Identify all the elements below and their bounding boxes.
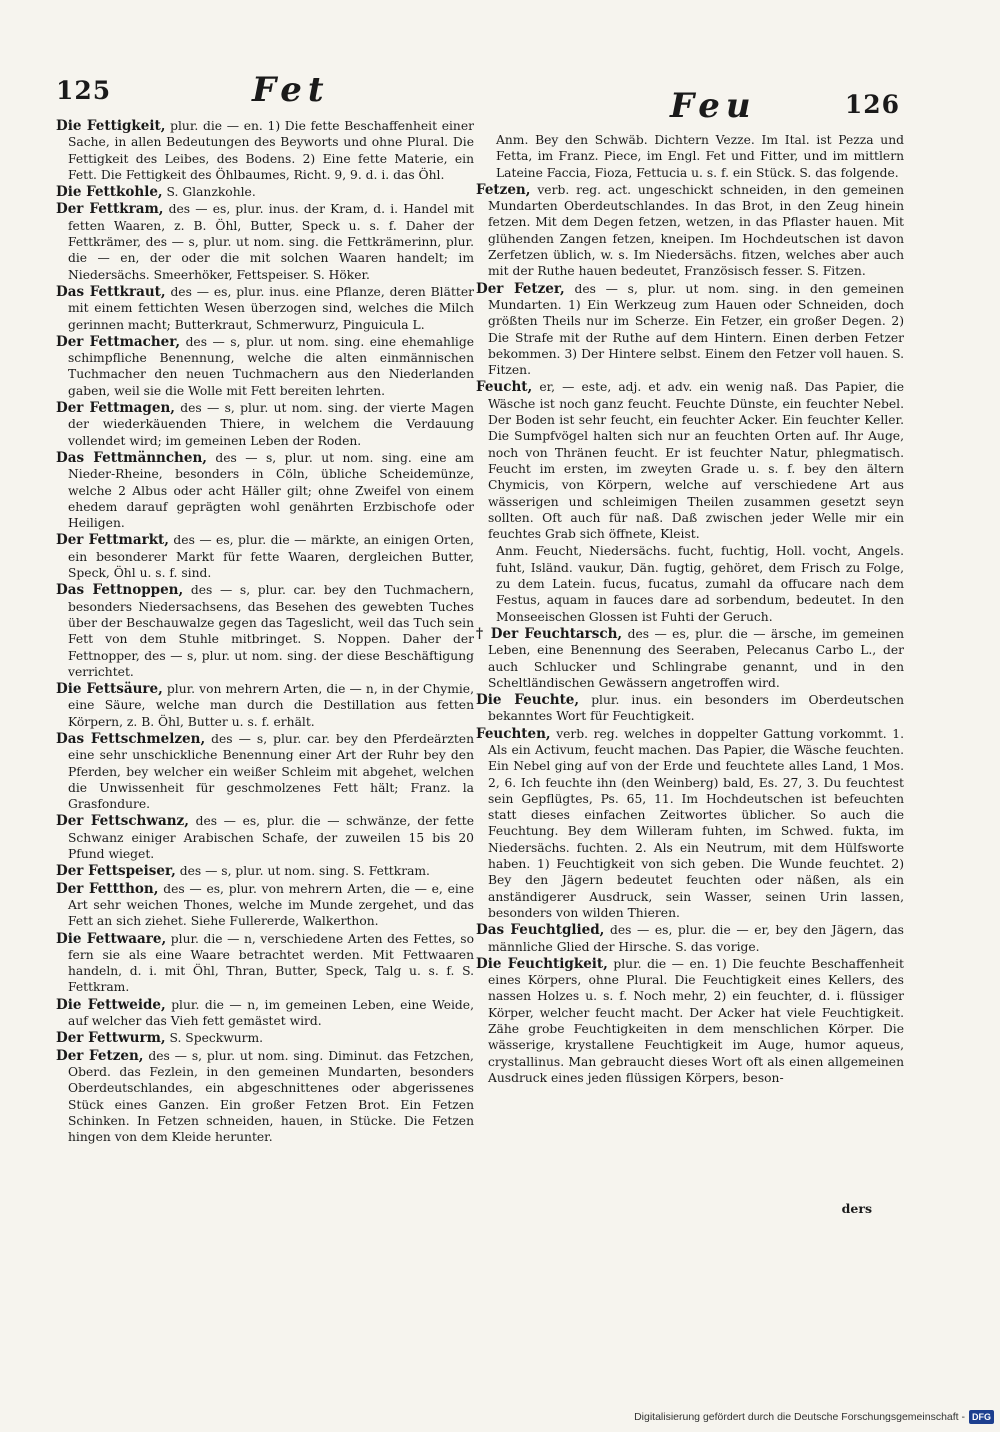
entry-headword: Das Fettnoppen, (56, 582, 184, 599)
dictionary-entry (56, 284, 474, 333)
dictionary-entry (56, 881, 474, 930)
right-running-head: Feu (670, 86, 757, 126)
entry-text: Anm. Feucht, Niedersächs. fucht, fuchtig, Holl. vocht, Angels. fuht, Isländ. vaukur, Dän. fugtig, gehöret, dem Frisch zu Folge, zu dem Latein. fucus, fucatus, zumahl da offucare nach dem Festus, aquam in fauces dare ad sorbendum, bedeutet. In den Monseeischen Glossen ist Fuhti der Geruch. (496, 544, 904, 624)
entry-text: des — es, plur. die — märkte, an einigen Orten, ein besonderer Markt für fette Waaren, dergleichen Butter, Speck, Öhl u. s. f. sind. (68, 533, 474, 581)
entry-text: verb. reg. welches in doppelter Gattung vorkommt. 1. Als ein Activum, feucht machen. Das Papier, die Wäsche feuchten. Ein Nebel ging auf von der Erde und feuchtete alles Land, 1 Mos. 2, 6. Ich feuchte ihn (den Weinberg) bald, Es. 27, 3. Du feuchtest sein Gepflügtes, Ps. 65, 11. Im Hochdeutschen ist befeuchten statt dieses einfachen Zeitwortes üblicher. So auch die Feuchtung. Bey dem Willeram fuhten, im Schwed. fukta, im Niedersächs. fuchten. 2. Als ein Neutrum, mit dem Hülfsworte haben. 1) Feuchtigkeit von sich geben. Die Wunde feuchtet. 2) Bey den Jägern bedeutet feuchten oder näßen, als ein anständigerer Ausdruck, sein Wasser, seinen Urin lassen, besonders von wilden Thieren. (488, 726, 904, 920)
dictionary-entry (56, 681, 474, 730)
entry-text: S. Glanzkohle. (166, 185, 256, 200)
dictionary-entry (56, 863, 474, 879)
entry-headword: Der Fettmagen, (56, 400, 175, 417)
entry-headword: Der Fettschwanz, (56, 813, 189, 830)
entry-headword: Der Fetzen, (56, 1047, 144, 1064)
entry-headword: Der Fettwurm, (56, 1030, 166, 1047)
footer-credit: Digitalisierung gefördert durch die Deutsche Forschungsgemeinschaft - (634, 1411, 965, 1423)
entry-text: des — s, plur. ut nom. sing. eine ehemahlige schimpfliche Benennung, welche die alten einmännischen Tuchmacher den neuen Tuchmachern aus den Niederlanden gaben, weil sie die Wolle mit Fett bereiten lehrten. (68, 334, 474, 398)
entry-text: des — s, plur. ut nom. sing. eine am Nieder-Rheine, besonders in Cöln, übliche Scheidemünze, welche 2 Albus oder acht Häller gilt; ohne Zweifel von einem ehedem darauf geprägten wohl genährten Erzbischofe oder Heiligen. (68, 450, 474, 531)
entry-text: er, — este, adj. et adv. ein wenig naß. Das Papier, die Wäsche ist noch ganz feucht. Feuchte Dünste, ein feuchter Nebel. Der Boden ist sehr feucht, ein feuchter Acker. Ein feuchter Keller. Die Sumpfvögel halten sich nur an feuchten Orten auf. Ihr Auge, noch von Thränen feucht. Er ist feuchter Natur, phlegmatisch. Feucht im ersten, im zweyten Grade u. s. f. bey den ältern Chymicis, von Körpern, welche auf verschiedene Art aus wässerigen und schleimigen Theilen zusammen gesetzt seyn sollten. Oft auch für naß. Daß zwischen jeder Welle mir ein feuchtes Grab sich öffnete, Kleist. (488, 380, 904, 542)
dictionary-entry (56, 400, 474, 449)
entry-headword: Das Fettmännchen, (56, 449, 207, 466)
dictionary-entry (476, 692, 904, 725)
dictionary-entry (476, 182, 904, 280)
entry-headword: Der Fettmarkt, (56, 532, 169, 549)
dictionary-entry (56, 813, 474, 862)
entry-text: des — s, plur. car. bey den Pferdeärzten eine sehr unschickliche Benennung einer Art der Ruhr bey den Pferden, bey welcher ein weißer Schleim mit abgehet, welchen die Unwissenheit für geschmolzenes Fett hält; Franz. la Grasfondure. (68, 731, 474, 812)
entry-text: des — es, plur. inus. eine Pflanze, deren Blätter mit einem fettichten Wesen überzogen sind, welches die Milch gerinnen macht; Butterkraut, Schmerwurz, Pinguicula L. (68, 284, 474, 332)
entry-text: des — es, plur. die — schwänze, der fette Schwanz einiger Arabischen Schafe, der zuweilen 15 bis 20 Pfund wieget. (68, 814, 475, 862)
entry-headword: Die Fettkohle, (56, 184, 163, 201)
left-column (56, 118, 474, 1146)
entry-text: plur. inus. ein besonders im Oberdeutschen bekanntes Wort für Feuchtigkeit. (488, 693, 904, 724)
entry-text: des — s, plur. ut nom. sing. S. Fettkram. (179, 864, 430, 879)
catchword: ders (841, 1201, 872, 1216)
dictionary-entry (476, 281, 904, 379)
entry-headword: Der Fettkram, (56, 201, 164, 218)
entry-headword: Die Feuchtigkeit, (476, 955, 608, 972)
right-page-number: 126 (844, 90, 900, 119)
dictionary-entry (56, 532, 474, 581)
entry-text: plur. die — en. 1) Die feuchte Beschaffenheit eines Körpers, ohne Plural. Die Feuchtigkeit eines Kellers, des nassen Holzes u. s. f. Noch mehr, 2) ein feuchter, d. i. flüssiger Körper, welcher feucht macht. Der Acker hat viele Feuchtigkeit. Zähe grobe Feuchtigkeiten in dem menschlichen Körper. Die wässerige, krystallene Feuchtigkeit im Auge, humor aqueus, crystallinus. Man gebraucht dieses Wort oft als einen allgemeinen Ausdruck eines jeden flüssigen Körpers, beson- (488, 956, 904, 1085)
dictionary-entry (56, 582, 474, 680)
right-column (476, 132, 904, 1087)
entry-text: verb. reg. act. ungeschickt schneiden, in den gemeinen Mundarten Oberdeutschlandes. In das Brot, in den Zeug hinein fetzen. Mit dem Degen fetzen, wetzen, in das Pflaster hauen. Mit glühenden Zangen fetzen, kneipen. Im Hochdeutschen ist davon Zerfetzen üblich, w. s. Im Niedersächs. fitzen, welches aber auch mit der Ruthe hauen bedeutet, Französisch fesser. S. Fitzen. (488, 182, 904, 279)
dictionary-entry (476, 956, 904, 1086)
entry-text: S. Speckwurm. (169, 1031, 264, 1046)
entry-text: des — s, plur. ut nom. sing. Diminut. das Fetzchen, Oberd. das Fezlein, in den gemeinen Mundarten, besonders Oberdeutschlandes, ein abgeschnittenes oder abgerissenes Stück eines Ganzen. Ein großer Fetzen Brot. Ein Fetzen Schinken. In Fetzen schneiden, hauen, in Stücke. Die Fetzen hingen von dem Kleide herunter. (68, 1048, 474, 1145)
dictionary-entry (476, 726, 904, 922)
entry-headword: Das Feuchtglied, (476, 922, 605, 939)
entry-text: des — s, plur. car. bey den Tuchmachern, besonders Niedersachsens, das Besehen des gewebten Tuches über der Beschauwalze gegen das Tageslicht, weil das Tuch sein Fett von dem Stuhle mitbringet. S. Noppen. Daher der Fettnopper, des — s, plur. ut nom. sing. der diese Beschäftigung verrichtet. (68, 583, 474, 679)
entry-headword: Die Fettigkeit, (56, 118, 166, 134)
entry-text: plur. die — n, im gemeinen Leben, eine Weide, auf welcher das Vieh fett gemästet wird. (68, 997, 474, 1029)
dfg-logo-icon: DFG (969, 1410, 994, 1424)
dictionary-entry (56, 1048, 474, 1146)
entry-headword: Der Fettspeiser, (56, 863, 176, 880)
dictionary-entry (56, 184, 474, 200)
dictionary-entry (56, 931, 474, 996)
dictionary-entry (476, 379, 904, 542)
dictionary-entry (56, 731, 474, 812)
entry-headword: † Der Feuchtarsch, (476, 625, 623, 642)
footer (634, 1408, 994, 1426)
entry-headword: Der Fettmacher, (56, 333, 181, 350)
dictionary-entry (56, 118, 474, 183)
dictionary-entry (476, 922, 904, 955)
entry-headword: Das Fettkraut, (56, 283, 166, 300)
entry-text: des — es, plur. die — ärsche, im gemeinen Leben, eine Benennung des Seeraben, Pelecanus Carbo L., der auch Schlucker und Schlingrabe genannt, und in den Scheltländischen Gewässern angetroffen wird. (488, 626, 904, 690)
entry-text: des — es, plur. von mehrern Arten, die — e, eine Art sehr weichen Thones, welche im Munde zergehet, und das Fett an sich ziehet. Siehe Fullererde, Walkerthon. (68, 881, 474, 929)
entry-headword: Die Fettweide, (56, 996, 166, 1013)
dictionary-entry (56, 1030, 474, 1046)
entry-headword: Der Fettthon, (56, 880, 159, 897)
entry-text: des — s, plur. ut nom. sing. der vierte Magen der wiederkäuenden Thiere, in welchem die Verdauung vollendet wird; im gemeinen Leben der Roden. (68, 401, 474, 448)
dictionary-entry (56, 201, 474, 282)
entry-headword: Die Feuchte, (476, 692, 580, 709)
entry-text: des — es, plur. inus. der Kram, d. i. Handel mit fetten Waaren, z. B. Öhl, Butter, Speck u. s. f. Daher der Fettkrämer, des — s, plur. ut nom. sing. die Fettkrämerinn, plur. die — en, der oder die mit solchen Waaren handelt; im Niedersächs. Smeerhöker, Fettspeiser. S. Höker. (68, 202, 474, 282)
entry-headword: Der Fetzer, (476, 280, 565, 297)
entry-text: plur. die — n, verschiedene Arten des Fettes, so fern sie als eine Waare betrachtet werden. Mit Fettwaaren handeln, d. i. mit Öhl, Thran, Butter, Speck, Talg u. s. f. S. Fettkram. (68, 931, 474, 995)
entry-text: des — s, plur. ut nom. sing. in den gemeinen Mundarten. 1) Ein Werkzeug zum Hauen oder Schneiden, doch größten Theils nur im Scherze. Ein Fetzer, ein großer Degen. 2) Die Strafe mit der Ruthe auf dem Hintern. Einen derben Fetzer bekommen. 3) Der Hintere selbst. Einem den Fetzer voll hauen. S. Fitzen. (488, 281, 904, 378)
entry-text: des — es, plur. die — er, bey den Jägern, das männliche Glied der Hirsche. S. das vorige. (488, 923, 904, 954)
entry-headword: Die Fettwaare, (56, 930, 167, 947)
entry-text: plur. die — en. 1) Die fette Beschaffenheit einer Sache, in allen Bedeutungen des Beyworts und ohne Plural. Die Fettigkeit des Leibes, des Bodens. 2) Eine fette Materie, ein Fett. Die Fettigkeit des Öhlbaumes, Richt. 9, 9. d. i. das Öhl. (68, 119, 474, 182)
entry-headword: Feucht, (476, 379, 533, 396)
dictionary-entry (56, 997, 474, 1030)
left-page-number: 125 (56, 76, 112, 105)
entry-headword: Fetzen, (476, 181, 531, 198)
dictionary-entry (476, 132, 904, 181)
entry-text: Anm. Bey den Schwäb. Dichtern Vezze. Im Ital. ist Pezza und Fetta, im Franz. Piece, im Engl. Fet und Fitter, und im mittlern Lateine Faccia, Fioza, Fettucia u. s. f. ein Stück. S. das folgende. (496, 133, 904, 180)
left-running-head: Fet (252, 70, 330, 110)
dictionary-entry (56, 450, 474, 531)
entry-text: plur. von mehrern Arten, die — n, in der Chymie, eine Säure, welche man durch die Destillation aus fetten Körpern, z. B. Öhl, Butter u. s. f. erhält. (68, 682, 474, 729)
entry-headword: Das Fettschmelzen, (56, 730, 206, 747)
dictionary-entry (476, 626, 904, 691)
dictionary-entry (476, 543, 904, 624)
dictionary-entry (56, 334, 474, 399)
entry-headword: Die Fettsäure, (56, 681, 163, 698)
entry-headword: Feuchten, (476, 725, 551, 742)
